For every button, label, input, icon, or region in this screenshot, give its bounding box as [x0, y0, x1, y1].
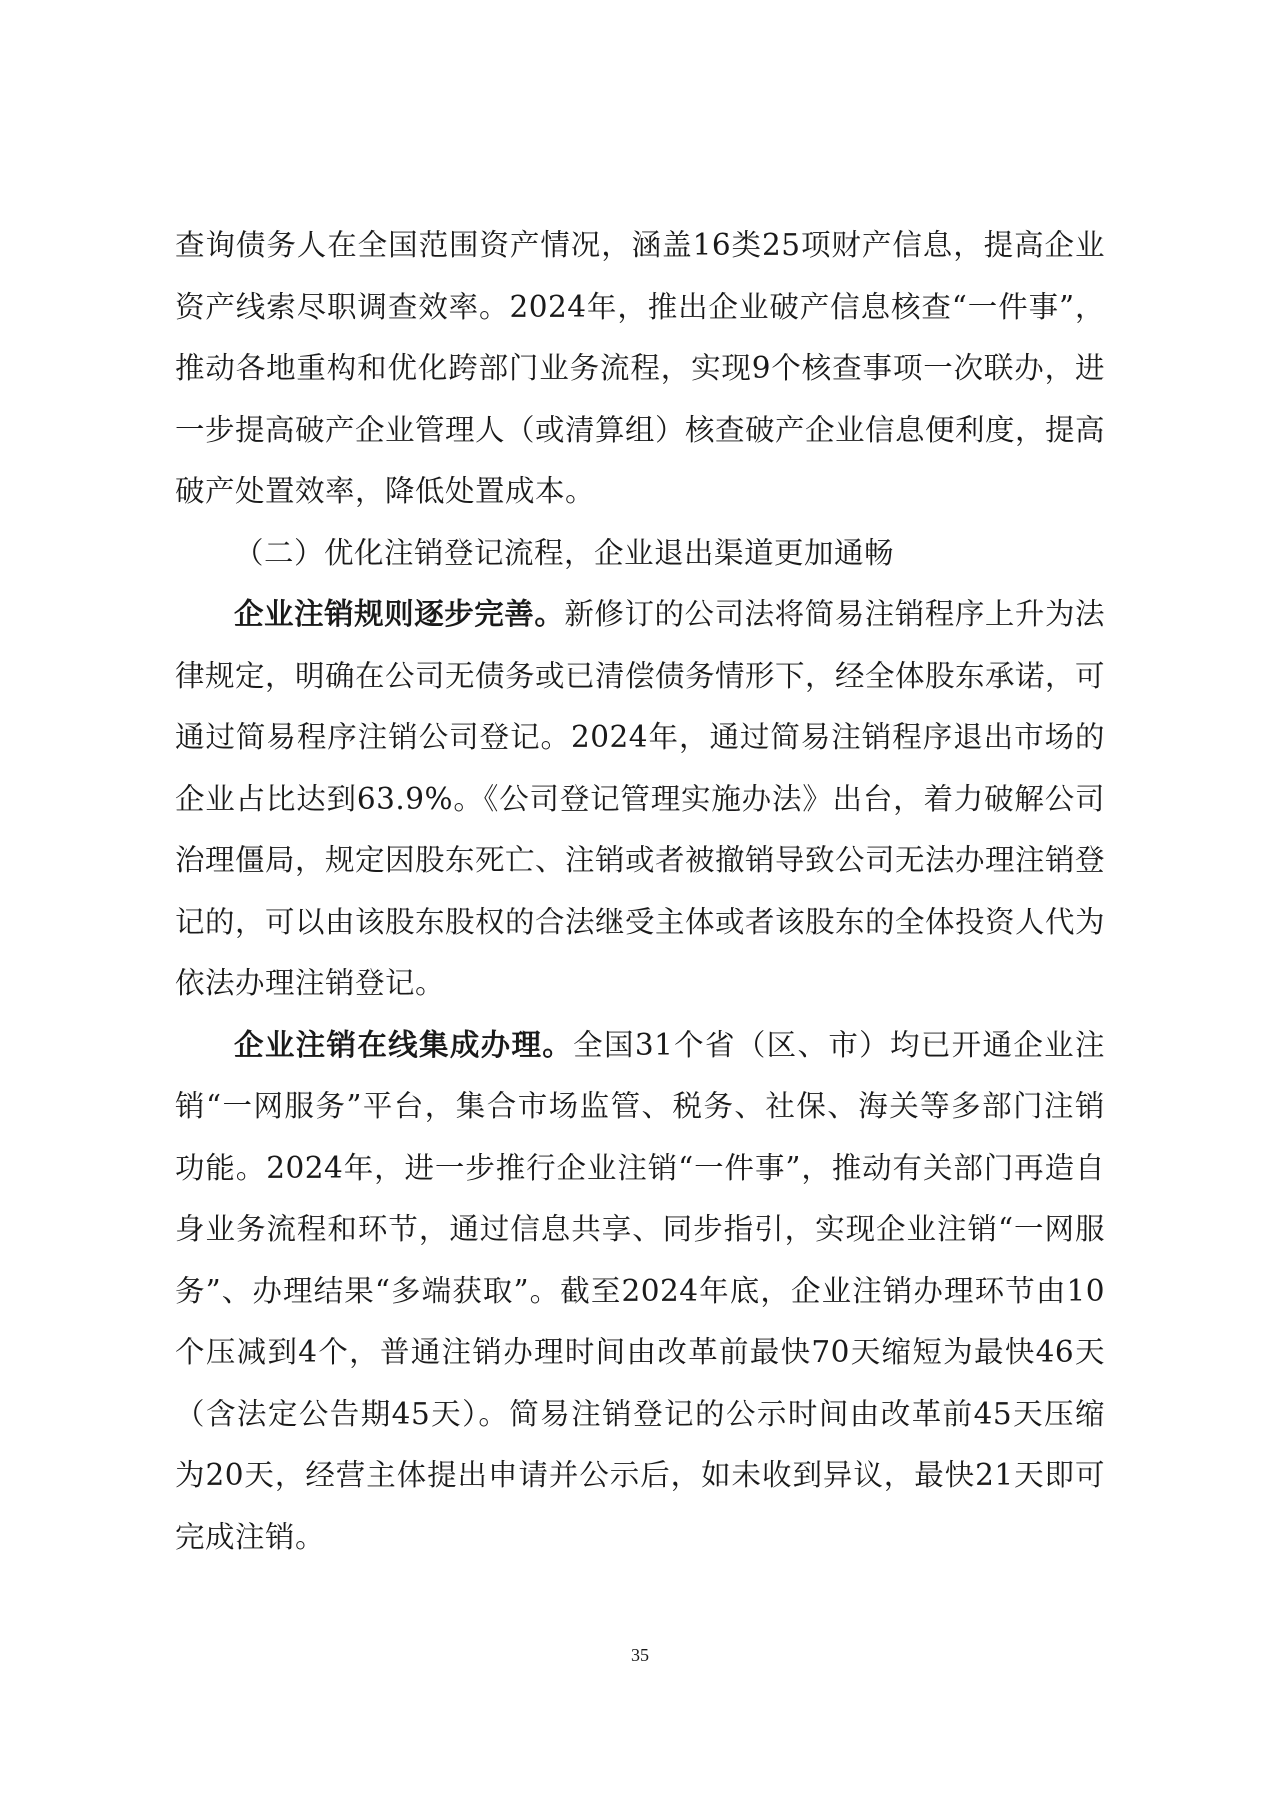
section-heading: （二）优化注销登记流程，企业退出渠道更加通畅	[234, 535, 895, 570]
paragraph-lead: 企业注销在线集成办理。	[234, 1027, 574, 1062]
page-number: 35	[631, 1645, 649, 1665]
paragraph-online-deregistration	[175, 1015, 1105, 1569]
page-body	[175, 215, 1105, 1568]
continued-paragraph: 查询债务人在全国范围资产情况，涵盖16类25项财产信息，提高企业资产线索尽职调查效率。2024年，推出企业破产信息核查“一件事”，推动各地重构和优化跨部门业务流程，实现9个核查事项一次联办，进一步提高破产企业管理人（或清算组）核查破产企业信息便利度，提高破产处置效率，降低处置成本。	[175, 228, 1106, 508]
paragraph-deregistration-rules	[175, 584, 1105, 1015]
paragraph-text: 全国31个省（区、市）均已开通企业注销“一网服务”平台，集合市场监管、税务、社保、海关等多部门注销功能。2024年，进一步推行企业注销“一件事”，推动有关部门再造自身业务流程和环节，通过信息共享、同步指引，实现企业注销“一网服务”、办理结果“多端获取”。截至2024年底，企业注销办理环节由10个压减到4个，普通注销办理时间由改革前最快70天缩短为最快46天（含法定公告期45天）。简易注销登记的公示时间由改革前45天压缩为20天，经营主体提出申请并公示后，如未收到异议，最快21天即可完成注销。	[175, 1027, 1105, 1554]
paragraph-text: 新修订的公司法将简易注销程序上升为法律规定，明确在公司无债务或已清偿债务情形下，经全体股东承诺，可通过简易程序注销公司登记。2024年，通过简易注销程序退出市场的企业占比达到63.9%。《公司登记管理实施办法》出台，着力破解公司治理僵局，规定因股东死亡、注销或者被撤销导致公司无法办理注销登记的，可以由该股东股权的合法继受主体或者该股东的全体投资人代为依法办理注销登记。	[175, 597, 1106, 1000]
paragraph-lead: 企业注销规则逐步完善。	[234, 597, 565, 631]
